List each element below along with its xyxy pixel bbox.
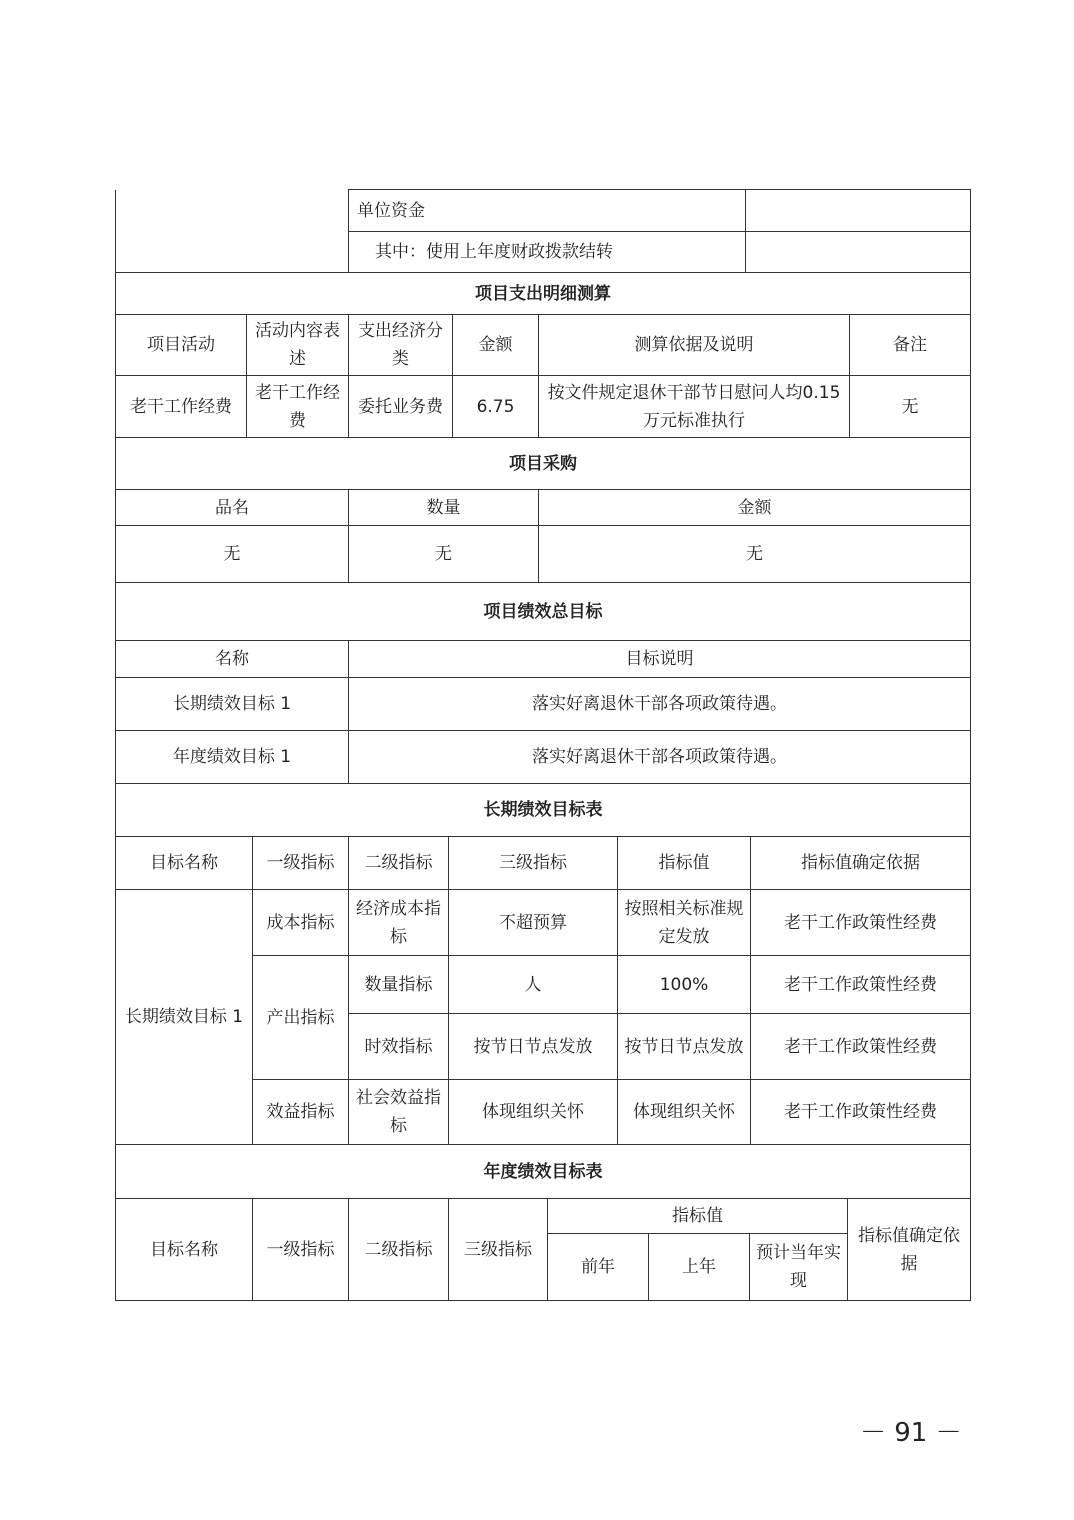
longterm-row4-l3: 体现组织关怀	[449, 1080, 618, 1145]
expense-header-amount: 金额	[453, 315, 539, 376]
funding-table	[115, 189, 971, 273]
longterm-row1-l2: 经济成本指标	[349, 890, 449, 956]
longterm-header-target: 目标名称	[116, 837, 253, 890]
expense-table	[115, 272, 971, 438]
goal-header-desc: 目标说明	[349, 641, 971, 678]
goal-header-name: 名称	[116, 641, 349, 678]
longterm-row4-basis: 老干工作政策性经费	[751, 1080, 971, 1145]
longterm-row1-basis: 老干工作政策性经费	[751, 890, 971, 956]
annual-title: 年度绩效目标表	[116, 1145, 971, 1199]
page-number: － 91 －	[860, 1418, 962, 1448]
expense-header-basis: 测算依据及说明	[539, 315, 850, 376]
procure-header-amount: 金额	[539, 490, 971, 526]
expense-cell-remark: 无	[850, 376, 971, 438]
annual-header-prev: 上年	[649, 1234, 750, 1301]
annual-header-target: 目标名称	[116, 1199, 253, 1301]
procure-title: 项目采购	[116, 438, 971, 490]
annual-header-l1: 一级指标	[253, 1199, 349, 1301]
longterm-header-basis: 指标值确定依据	[751, 837, 971, 890]
goal-longterm-name: 长期绩效目标 1	[116, 678, 349, 731]
procure-header-qty: 数量	[349, 490, 539, 526]
expense-header-content: 活动内容表述	[247, 315, 349, 376]
carryover-value	[746, 232, 971, 273]
expense-cell-basis: 按文件规定退休干部节日慰问人均0.15 万元标准执行	[539, 376, 850, 438]
procure-cell-amount: 无	[539, 526, 971, 583]
expense-cell-content: 老干工作经费	[247, 376, 349, 438]
annual-header-l3: 三级指标	[449, 1199, 548, 1301]
annual-header-value: 指标值	[548, 1199, 848, 1234]
longterm-row3-l2: 时效指标	[349, 1014, 449, 1080]
expense-header-category: 支出经济分类	[349, 315, 453, 376]
funding-empty-label	[116, 190, 349, 273]
expense-cell-amount: 6.75	[453, 376, 539, 438]
goal-title: 项目绩效总目标	[116, 583, 971, 641]
carryover-label: 其中：使用上年度财政拨款结转	[349, 232, 746, 273]
longterm-row2-l3: 人	[449, 956, 618, 1014]
annual-header-current: 预计当年实现	[750, 1234, 848, 1301]
longterm-row2-basis: 老干工作政策性经费	[751, 956, 971, 1014]
expense-header-activity: 项目活动	[116, 315, 247, 376]
goal-annual-name: 年度绩效目标 1	[116, 731, 349, 784]
procure-cell-qty: 无	[349, 526, 539, 583]
longterm-row1-l3: 不超预算	[449, 890, 618, 956]
expense-cell-activity: 老干工作经费	[116, 376, 247, 438]
annual-table	[115, 1144, 971, 1301]
unit-funds-label: 单位资金	[349, 190, 746, 232]
longterm-header-l3: 三级指标	[449, 837, 618, 890]
expense-header-remark: 备注	[850, 315, 971, 376]
longterm-benefit-indicator: 效益指标	[253, 1080, 349, 1145]
longterm-row4-l2: 社会效益指标	[349, 1080, 449, 1145]
expense-title: 项目支出明细测算	[116, 273, 971, 315]
longterm-header-value: 指标值	[618, 837, 751, 890]
procurement-goal-table	[115, 437, 971, 784]
longterm-header-l2: 二级指标	[349, 837, 449, 890]
goal-annual-desc: 落实好离退休干部各项政策待遇。	[349, 731, 971, 784]
annual-header-l2: 二级指标	[349, 1199, 449, 1301]
longterm-row3-basis: 老干工作政策性经费	[751, 1014, 971, 1080]
annual-header-prev2: 前年	[548, 1234, 649, 1301]
longterm-target-name: 长期绩效目标 1	[116, 890, 253, 1145]
longterm-row4-value: 体现组织关怀	[618, 1080, 751, 1145]
annual-header-basis: 指标值确定依据	[848, 1199, 971, 1301]
unit-funds-value	[746, 190, 971, 232]
longterm-table	[115, 783, 971, 1145]
longterm-row2-value: 100%	[618, 956, 751, 1014]
longterm-output-indicator: 产出指标	[253, 956, 349, 1080]
expense-cell-category: 委托业务费	[349, 376, 453, 438]
longterm-cost-indicator: 成本指标	[253, 890, 349, 956]
longterm-row1-value: 按照相关标准规定发放	[618, 890, 751, 956]
longterm-row2-l2: 数量指标	[349, 956, 449, 1014]
longterm-row3-value: 按节日节点发放	[618, 1014, 751, 1080]
procure-cell-name: 无	[116, 526, 349, 583]
longterm-header-l1: 一级指标	[253, 837, 349, 890]
goal-longterm-desc: 落实好离退休干部各项政策待遇。	[349, 678, 971, 731]
longterm-title: 长期绩效目标表	[116, 784, 971, 837]
longterm-row3-l3: 按节日节点发放	[449, 1014, 618, 1080]
procure-header-name: 品名	[116, 490, 349, 526]
